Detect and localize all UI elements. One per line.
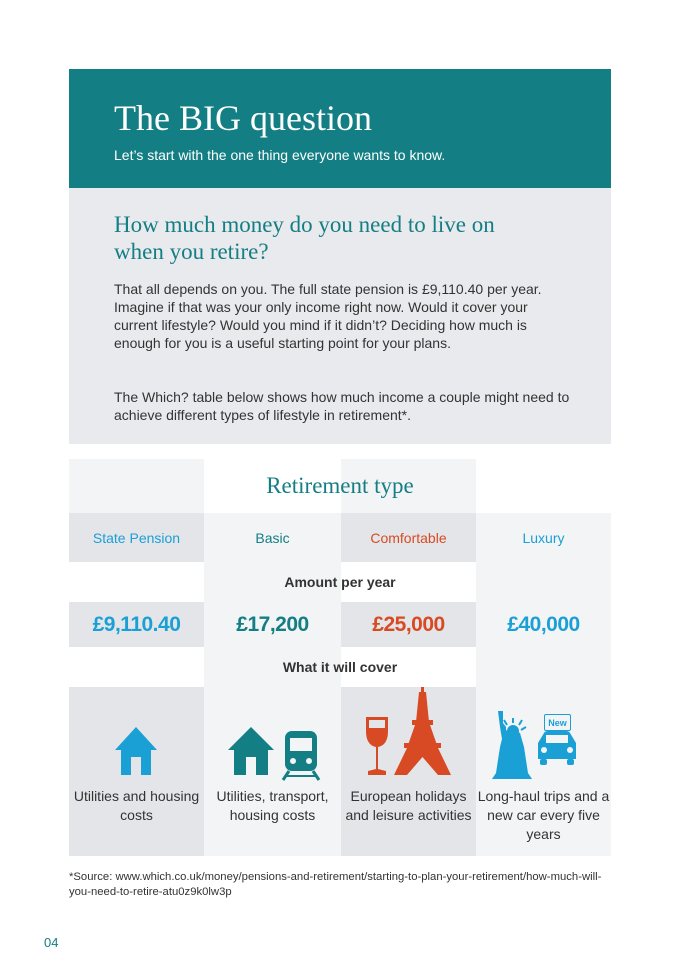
- type-basic: Basic: [204, 513, 341, 562]
- wine-glass-icon: [341, 687, 476, 782]
- page-subtitle: Let’s start with the one thing everyone wants to know.: [114, 147, 446, 163]
- house-icon: [204, 687, 341, 782]
- type-luxury: Luxury: [476, 513, 611, 562]
- type-comfortable: Comfortable: [341, 513, 476, 562]
- intro-heading: How much money do you need to live on when you retire?: [114, 212, 495, 264]
- cover-basic: [204, 687, 341, 856]
- what-it-will-cover-label: What it will cover: [282, 659, 398, 675]
- intro-paragraph-2: The Which? table below shows how much income a couple might need to achieve different types of lifestyle in retirement*.: [114, 389, 570, 423]
- amount-luxury: £40,000: [476, 602, 611, 647]
- header-banner: [69, 69, 611, 188]
- page-title: The BIG question: [114, 98, 372, 138]
- cover-comfortable: [341, 687, 476, 856]
- retirement-table: [69, 459, 611, 856]
- amount-basic: £17,200: [204, 602, 341, 647]
- amount-comfortable: £25,000: [341, 602, 476, 647]
- new-badge: New: [544, 714, 571, 731]
- page-number: 04: [44, 935, 59, 950]
- table-amount-row: [69, 602, 611, 647]
- cover-label-band: [69, 647, 611, 687]
- cover-text-comfortable: European holidays and leisure activities: [345, 788, 472, 823]
- retirement-type-title: Retirement type: [266, 473, 414, 498]
- amount-state-pension: £9,110.40: [69, 602, 204, 647]
- statue-of-liberty-icon: [476, 687, 611, 782]
- source-footnote: *Source: www.which.co.uk/money/pensions-and-retirement/starting-to-plan-your-retirement/how-much-will-you-need-to-retire-atu0z9k0lw3p: [69, 871, 602, 898]
- cover-state-pension: [69, 687, 204, 856]
- amount-label-band: [69, 562, 611, 602]
- house-icon: [69, 687, 204, 782]
- intro-paragraph-1: That all depends on you. The full state pension is £9,110.40 per year. Imagine if that was your only income right now. Would it cover your current lifestyle? Would you mind if it didn’t? Deciding how much is enough for you is a useful starting point for your plans.: [114, 281, 542, 351]
- cover-text-basic: Utilities, transport, housing costs: [216, 788, 329, 823]
- cover-text-luxury: Long-haul trips and a new car every five years: [477, 788, 610, 842]
- type-state-pension: State Pension: [69, 513, 204, 562]
- table-title-row: [69, 459, 611, 513]
- table-cover-row: [69, 687, 611, 856]
- cover-text-state-pension: Utilities and housing costs: [73, 788, 200, 823]
- amount-per-year-label: Amount per year: [284, 574, 396, 590]
- intro-panel: [69, 188, 611, 444]
- cover-luxury: [476, 687, 611, 856]
- table-type-row: [69, 513, 611, 562]
